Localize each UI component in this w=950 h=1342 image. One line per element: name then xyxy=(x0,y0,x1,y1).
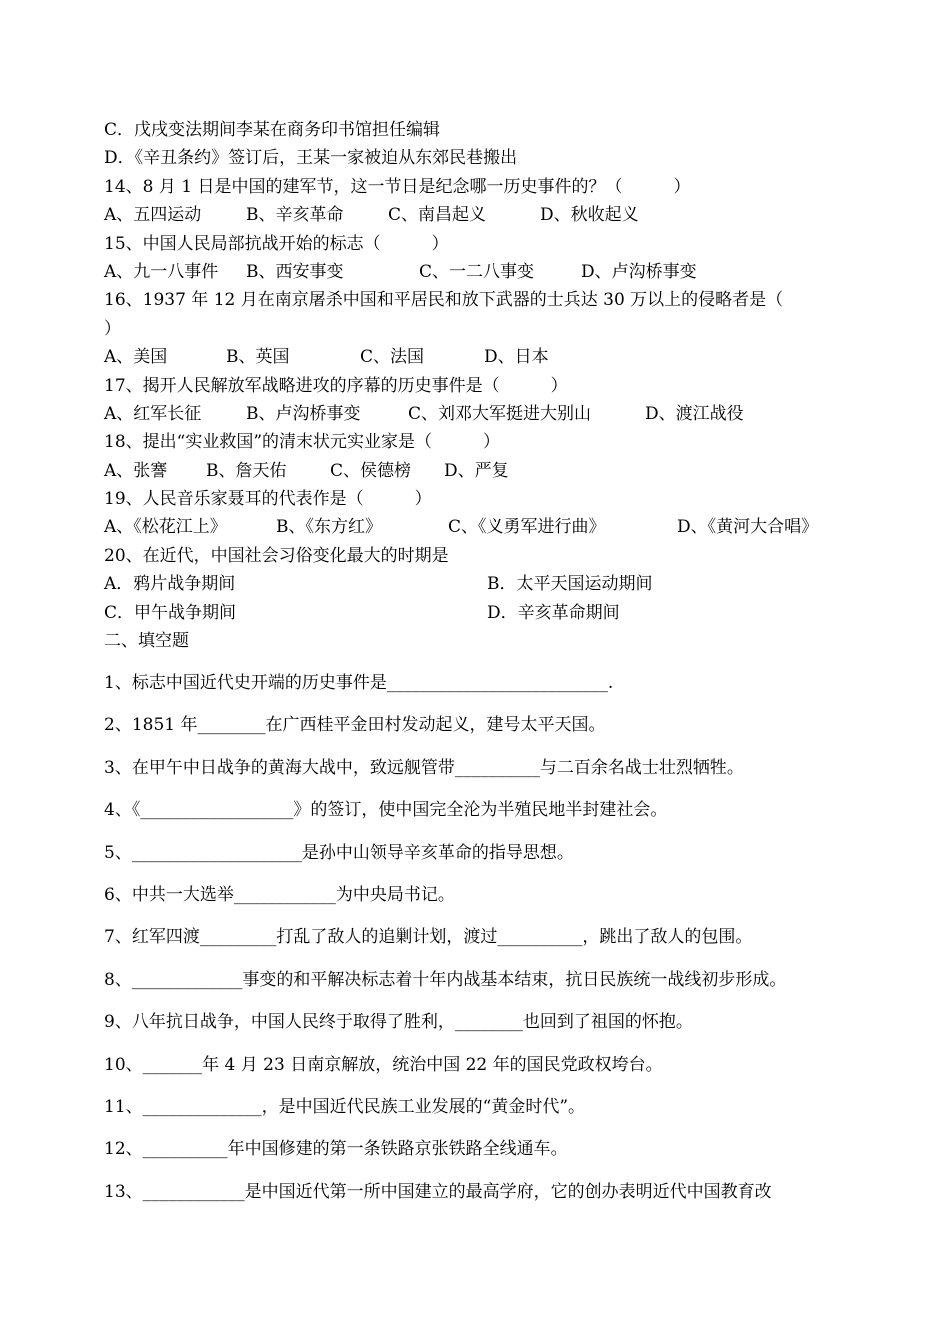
fill-item: 4、《__________________》的签订，使中国完全沦为半殖民地半封建社会。 xyxy=(104,800,668,821)
option-c: C、刘邓大军挺进大别山 xyxy=(408,403,592,424)
fill-item: 6、中共一大选举____________为中央局书记。 xyxy=(104,884,455,905)
option-d: D、日本 xyxy=(484,347,549,368)
option-b: B、詹天佑 xyxy=(206,460,287,481)
option-c: C、一二八事变 xyxy=(419,261,535,282)
question-17-options xyxy=(104,400,854,428)
option-b: B、卢沟桥事变 xyxy=(246,403,361,424)
option-b: B、西安事变 xyxy=(246,261,344,282)
option-d: D、秋收起义 xyxy=(540,205,639,226)
fill-item: 11、______________，是中国近代民族工业发展的“黄金时代”。 xyxy=(104,1096,586,1117)
option-c: C、法国 xyxy=(360,347,425,368)
question-19-options xyxy=(104,513,854,541)
option-a: A、九一八事件 xyxy=(104,261,219,282)
option-c: C、《义勇军进行曲》 xyxy=(448,517,606,538)
option-d: D．辛亥革命期间 xyxy=(487,602,620,623)
option-d: D、《黄河大合唱》 xyxy=(677,517,819,538)
exam-page xyxy=(104,116,854,1220)
fill-item: 8、_____________事变的和平解决标志着十年内战基本结束，抗日民族统一战线初步形成。 xyxy=(104,969,787,990)
option-b: B、《东方红》 xyxy=(276,517,382,538)
option-a: A、《松花江上》 xyxy=(104,517,227,538)
question-15-options xyxy=(104,258,854,286)
section-title-fill-in: 二、填空题 xyxy=(104,631,189,652)
option-a: A、红军长征 xyxy=(104,403,202,424)
option-d: D、严复 xyxy=(444,460,509,481)
option-b: B、辛亥革命 xyxy=(246,205,344,226)
question-20-stem: 20、在近代，中国社会习俗变化最大的时期是 xyxy=(104,545,449,566)
question-14-options xyxy=(104,201,854,229)
question-20-options-cd xyxy=(104,599,854,627)
option-d: D、渡江战役 xyxy=(645,403,744,424)
option-b: B、英国 xyxy=(226,347,290,368)
question-20-options-ab xyxy=(104,570,854,598)
question-14-stem: 14、8 月 1 日是中国的建军节，这一节日是纪念哪一历史事件的？（ ） xyxy=(104,176,691,197)
question-19-stem: 19、人民音乐家聂耳的代表作是（ ） xyxy=(104,489,432,510)
option-d: D、卢沟桥事变 xyxy=(581,261,697,282)
fill-item: 12、__________年中国修建的第一条铁路京张铁路全线通车。 xyxy=(104,1139,568,1160)
option-a: A．鸦片战争期间 xyxy=(104,574,236,595)
fill-item: 13、____________是中国近代第一所中国建立的最高学府，它的创办表明近代中国教育改 xyxy=(104,1181,772,1202)
fill-item: 9、八年抗日战争，中国人民终于取得了胜利，________也回到了祖国的怀抱。 xyxy=(104,1012,693,1033)
fill-item: 5、____________________是孙中山领导辛亥革命的指导思想。 xyxy=(104,842,574,863)
question-15-stem: 15、中国人民局部抗战开始的标志（ ） xyxy=(104,233,449,254)
option-line: C．戊戌变法期间李某在商务印书馆担任编辑 xyxy=(104,120,441,140)
option-a: A、张謇 xyxy=(104,460,168,481)
fill-item: 3、在甲午中日战争的黄海大战中，致远舰管带__________与二百余名战士壮烈牺牲。 xyxy=(104,757,744,778)
option-c: C、侯德榜 xyxy=(330,460,412,481)
option-a: A、美国 xyxy=(104,347,168,368)
question-18-options xyxy=(104,457,854,485)
question-16-stem-cont: ） xyxy=(104,318,121,339)
fill-item: 2、1851 年________在广西桂平金田村发动起义，建号太平天国。 xyxy=(104,715,606,736)
fill-item: 10、_______年 4 月 23 日南京解放，统治中国 22 年的国民党政权垮台。 xyxy=(104,1054,663,1075)
option-c: C．甲午战争期间 xyxy=(104,602,237,623)
option-a: A、五四运动 xyxy=(104,205,202,226)
question-16-stem: 16、1937 年 12 月在南京屠杀中国和平居民和放下武器的士兵达 30 万以上的侵略者是（ xyxy=(104,290,784,311)
question-17-stem: 17、揭开人民解放军战略进攻的序幕的历史事件是（ ） xyxy=(104,375,568,396)
option-b: B．太平天国运动期间 xyxy=(487,574,653,595)
fill-item: 1、标志中国近代史开端的历史事件是__________________________. xyxy=(104,673,614,694)
option-c: C、南昌起义 xyxy=(388,205,487,226)
option-line: D．《辛丑条约》签订后，王某一家被迫从东郊民巷搬出 xyxy=(104,148,518,169)
question-16-options xyxy=(104,343,854,371)
fill-item: 7、红军四渡_________打乱了敌人的追剿计划，渡过__________，跳出了敌人的包围。 xyxy=(104,927,753,948)
question-18-stem: 18、提出“实业救国”的清末状元实业家是（ ） xyxy=(104,432,501,453)
